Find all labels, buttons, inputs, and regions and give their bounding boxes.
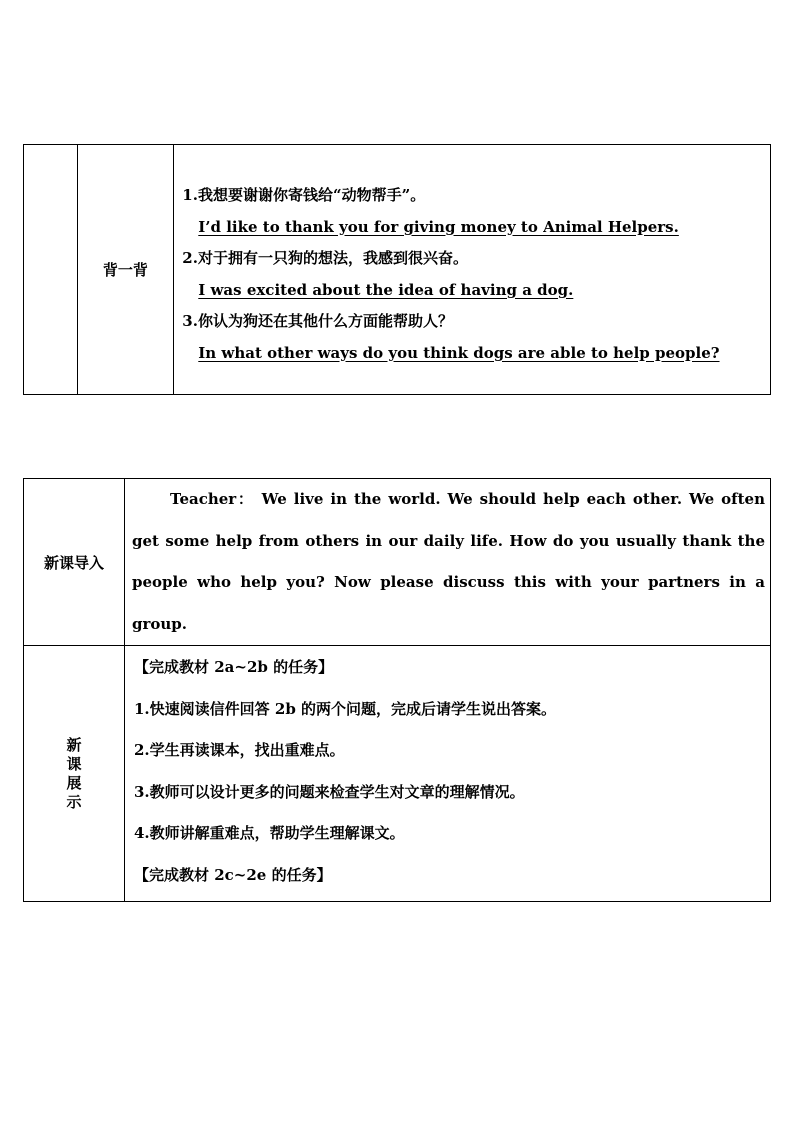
recite-line: 1.我想要谢谢你寄钱给“动物帮手”。 <box>182 186 426 204</box>
recite-table <box>23 144 771 395</box>
show-line: 【完成教材 2a~2b 的任务】 <box>134 658 334 676</box>
lesson-table <box>23 478 771 902</box>
recite-answer: I’d like to thank you for giving money to Animal Helpers. <box>198 217 679 236</box>
show-label-text: 新课展示 <box>66 735 82 811</box>
show-line: 2.学生再读课本，找出重难点。 <box>134 741 345 759</box>
recite-label: 背一背 <box>77 145 174 395</box>
show-line: 1.快速阅读信件回答 2b 的两个问题，完成后请学生说出答案。 <box>134 699 557 718</box>
recite-answer: I was excited about the idea of having a dog. <box>198 280 574 299</box>
show-line: 3.教师可以设计更多的问题来检查学生对文章的理解情况。 <box>134 782 525 801</box>
show-line: 4.教师讲解重难点，帮助学生理解课文。 <box>134 824 405 842</box>
show-label <box>24 646 125 902</box>
show-content <box>125 646 771 902</box>
show-line: 【完成教材 2c~2e 的任务】 <box>134 865 332 884</box>
intro-text: Teacher： We live in the world. We should help each other. We often get some help from others in our daily life. How do you usually thank the people who help you? Now please discuss this with your partners in a group. <box>125 479 771 646</box>
recite-content <box>174 145 771 395</box>
recite-answer: In what other ways do you think dogs are able to help people? <box>198 343 720 362</box>
recite-line: 3.你认为狗还在其他什么方面能帮助人？ <box>182 312 453 330</box>
intro-label: 新课导入 <box>24 479 125 646</box>
recite-line: 2.对于拥有一只狗的想法，我感到很兴奋。 <box>182 249 468 267</box>
empty-cell <box>24 145 78 395</box>
